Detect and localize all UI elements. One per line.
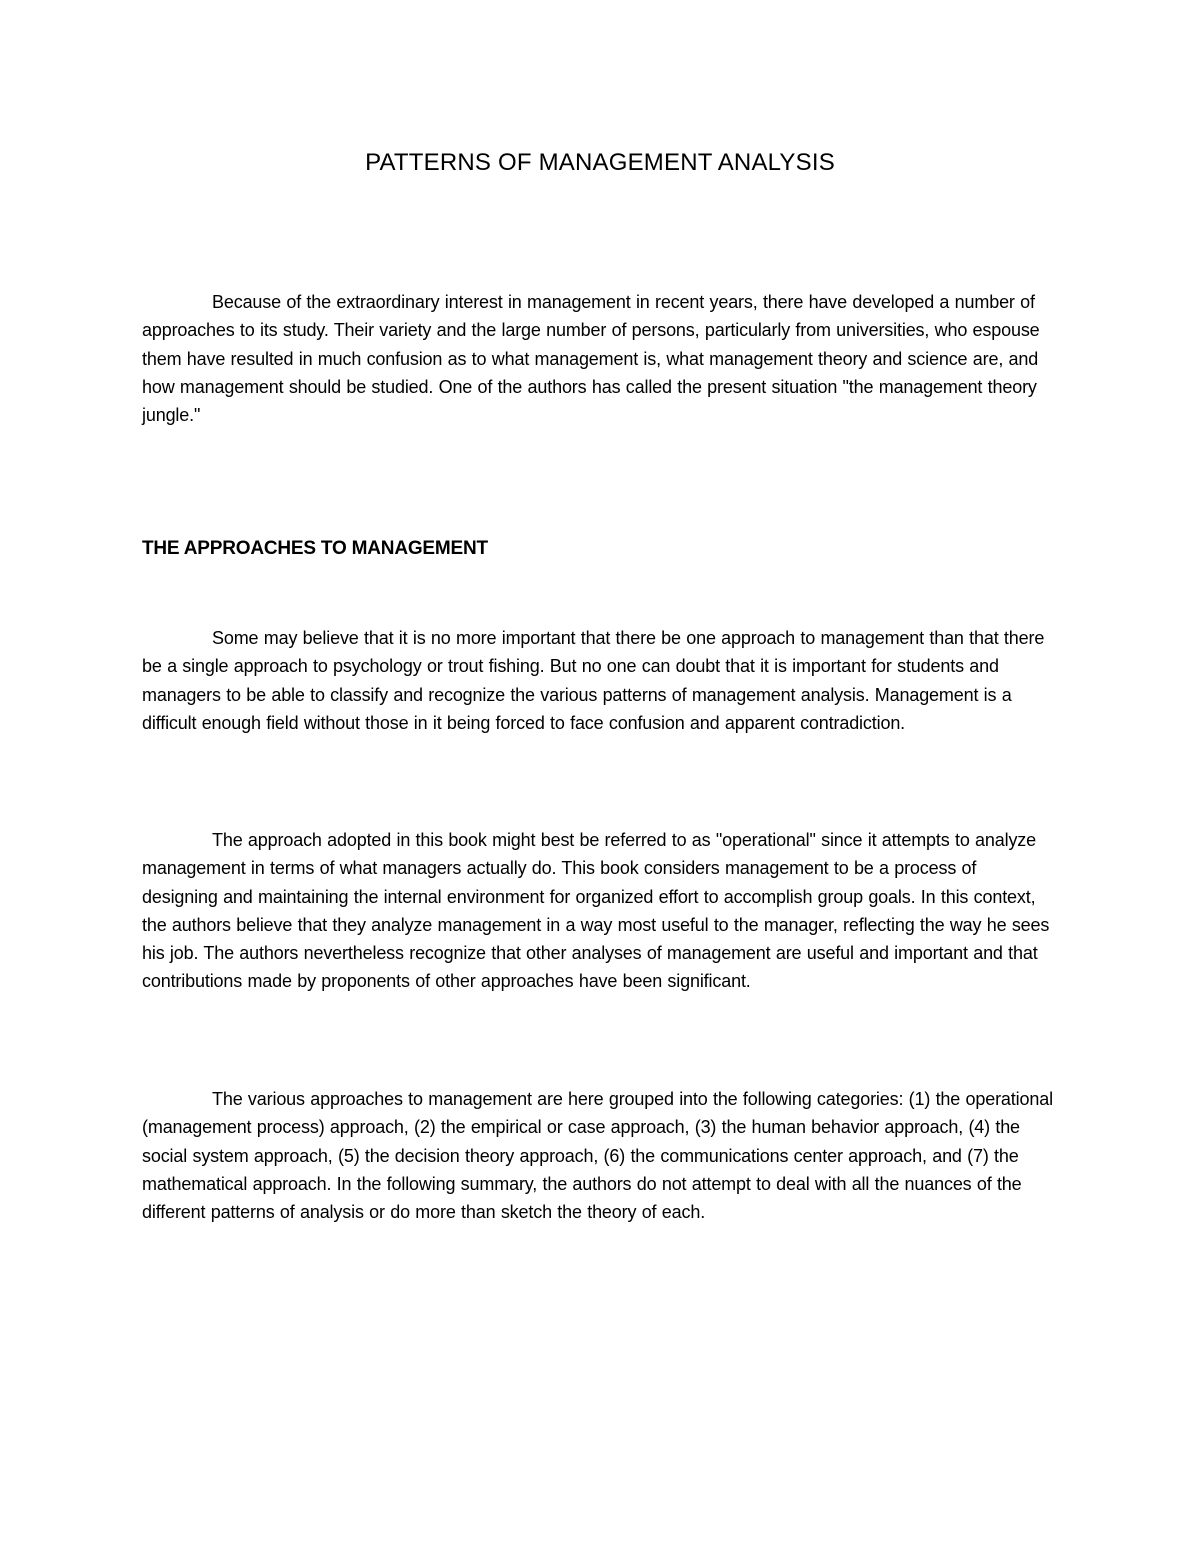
document-title: PATTERNS OF MANAGEMENT ANALYSIS [365, 149, 835, 176]
section-paragraph-1: Some may believe that it is no more important that there be one approach to management than that there be a single approach to psychology or trout fishing. But no one can doubt that it is important for students and managers to be able to classify and recognize the various patterns of management analysis. Management is a difficult enough field without those in it being forced to face confusion and apparent contradiction. [142, 628, 1045, 733]
section-paragraph-3: The various approaches to management are here grouped into the following categories: (1) the operational (management process) approach, (2) the empirical or case approach, (3) the human behavior approach, (4) the social system approach, (5) the decision theory approach, (6) the communications center approach, and (7) the mathematical approach. In the following summary, the authors do not attempt to deal with all the nuances of the different patterns of analysis or do more than sketch the theory of each. [142, 1089, 1053, 1223]
intro-paragraph: Because of the extraordinary interest in management in recent years, there have developed a number of approaches to its study. Their variety and the large number of persons, particularly from universities, who espouse them have resulted in much confusion as to what management is, what management theory and science are, and how management should be studied. One of the authors has called the present situation "the management theory jungle." [142, 292, 1040, 426]
section-paragraph-2: The approach adopted in this book might best be referred to as "operational" since it attempts to analyze management in terms of what managers actually do. This book considers management to be a process of designing and maintaining the internal environment for organized effort to accomplish group goals. In this context, the authors believe that they analyze management in a way most useful to the manager, reflecting the way he sees his job. The authors nevertheless recognize that other analyses of management are useful and important and that contributions made by proponents of other approaches have been significant. [142, 830, 1050, 992]
section-heading: THE APPROACHES TO MANAGEMENT [142, 538, 488, 559]
